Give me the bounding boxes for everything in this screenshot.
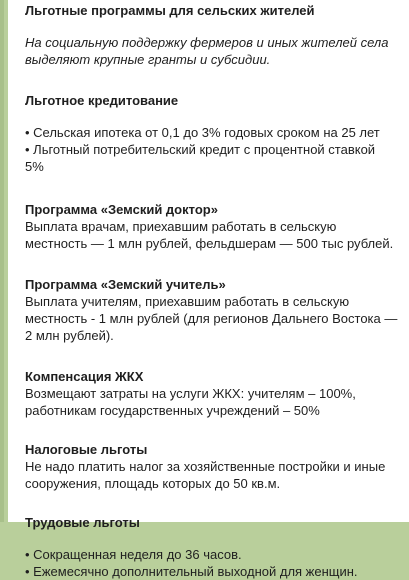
section-text-line: местность - 1 млн рублей (для регионов Дальнего Востока — — [25, 311, 398, 326]
section-labor-benefits — [25, 514, 399, 580]
list-item-text: 5% — [25, 159, 44, 174]
list-item — [25, 563, 399, 580]
section-tax-benefits — [25, 441, 399, 492]
list-item-text: • Ежемесячно дополнительный выходной для женщин. — [25, 564, 358, 579]
section-zemsky-teacher — [25, 276, 399, 344]
section-text-line: местность — 1 млн рублей, фельдшерам — 500 тыс рублей. — [25, 236, 394, 251]
section-heading: Компенсация ЖКХ — [25, 369, 144, 384]
section-housing-compensation — [25, 368, 399, 419]
section-text-line: 2 млн рублей). — [25, 328, 114, 343]
bullet-list — [25, 546, 399, 580]
list-item-text: • Льготный потребительский кредит с процентной ставкой — [25, 142, 376, 157]
section-heading: Льготное кредитование — [25, 93, 179, 108]
bullet-list — [25, 124, 399, 175]
section-text-line: сооружения, площадь которых до 50 кв.м. — [25, 476, 281, 491]
list-item — [25, 546, 399, 563]
section-heading: Налоговые льготы — [25, 442, 148, 457]
section-text-line: Выплата врачам, приехавшим работать в сельскую — [25, 219, 337, 234]
list-item-text: • Сельская ипотека от 0,1 до 3% годовых сроком на 25 лет — [25, 125, 380, 140]
intro-line: выделяют крупные гранты и субсидии. — [25, 52, 271, 67]
section-heading: Трудовые льготы — [25, 515, 140, 530]
message-bubble[interactable] — [8, 0, 409, 579]
post-intro — [25, 34, 399, 68]
post-title: Льготные программы для сельских жителей — [25, 3, 315, 18]
section-text-line: Выплата учителям, приехавшим работать в сельскую — [25, 294, 350, 309]
section-heading: Программа «Земский учитель» — [25, 277, 226, 292]
list-item-text: • Сокращенная неделя до 36 часов. — [25, 547, 242, 562]
section-heading: Программа «Земский доктор» — [25, 202, 218, 217]
list-item — [25, 141, 399, 175]
list-item — [25, 124, 399, 141]
section-zemsky-doctor — [25, 201, 399, 252]
section-text-line: Возмещают затраты на услуги ЖКХ: учителям – 100%, — [25, 386, 356, 401]
section-text-line: работникам государственных учреждений – 50% — [25, 403, 320, 418]
chat-background-edge — [0, 0, 4, 522]
section-credit — [25, 92, 399, 175]
intro-line: На социальную поддержку фермеров и иных жителей села — [25, 35, 389, 50]
section-text-line: Не надо платить налог за хозяйственные постройки и иные — [25, 459, 386, 474]
